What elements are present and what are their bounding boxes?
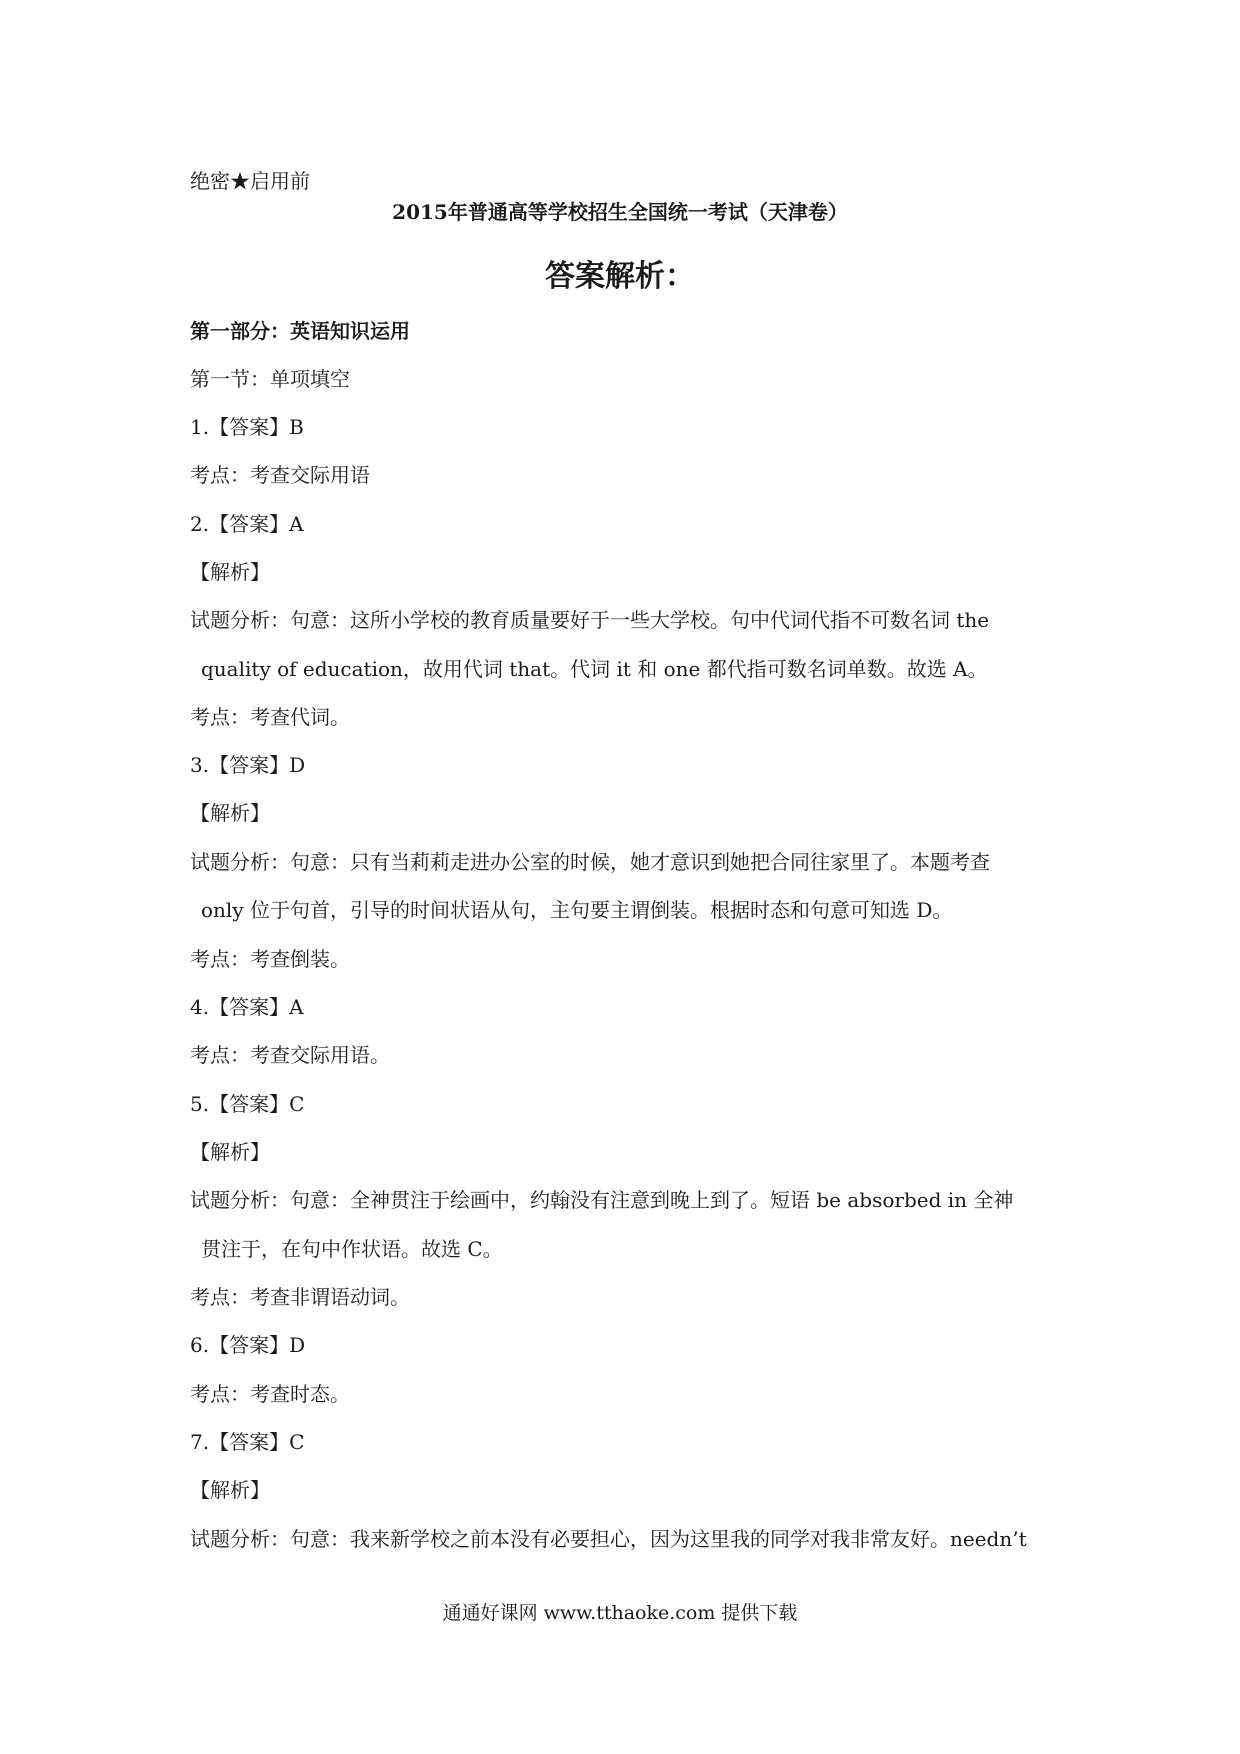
analysis-5-line-2: 贯注于，在句中作状语。故选 C。 [201,1237,503,1261]
analysis-5-line-1: 试题分析：句意：全神贯注于绘画中，约翰没有注意到晚上到了。短语 be absorbed in 全神 [190,1188,1014,1212]
point-4: 考点：考查交际用语。 [190,1043,390,1067]
analysis-3-line-1: 试题分析：句意：只有当莉莉走进办公室的时候，她才意识到她把合同往家里了。本题考查 [190,850,990,874]
analysis-label-5: 【解析】 [190,1140,270,1164]
exam-title: 2015年普通高等学校招生全国统一考试（天津卷） [392,200,848,224]
analysis-2-line-1: 试题分析：句意：这所小学校的教育质量要好于一些大学校。句中代词代指不可数名词 the [190,608,990,632]
analysis-2-line-2: quality of education，故用代词 that。代词 it 和 one 都代指可数名词单数。故选 A。 [201,657,988,681]
footer-credit: 通通好课网 www.tthaoke.com 提供下载 [442,1602,798,1624]
analysis-label-2: 【解析】 [190,560,270,584]
answer-4: 4.【答案】A [190,995,304,1019]
answer-7: 7.【答案】C [190,1430,305,1454]
point-2: 考点：考查代词。 [190,705,350,729]
answer-2: 2.【答案】A [190,512,304,536]
secret-mark: 绝密★启用前 [190,169,310,193]
analysis-label-7: 【解析】 [190,1478,270,1502]
point-6: 考点：考查时态。 [190,1382,350,1406]
analysis-3-line-2: only 位于句首，引导的时间状语从句，主句要主谓倒装。根据时态和句意可知选 D。 [201,898,953,922]
analysis-7-line-1: 试题分析：句意：我来新学校之前本没有必要担心，因为这里我的同学对我非常友好。needn’t [190,1527,1027,1551]
part-heading: 第一部分：英语知识运用 [190,319,410,343]
answer-5: 5.【答案】C [190,1092,305,1116]
analysis-label-3: 【解析】 [190,801,270,825]
doc-title: 答案解析： [545,259,695,294]
answer-3: 3.【答案】D [190,753,306,777]
section-heading: 第一节：单项填空 [190,367,350,391]
point-1: 考点：考查交际用语 [190,463,370,487]
answer-6: 6.【答案】D [190,1333,306,1357]
answer-1: 1.【答案】B [190,415,304,439]
point-3: 考点：考查倒装。 [190,947,350,971]
point-5: 考点：考查非谓语动词。 [190,1285,410,1309]
